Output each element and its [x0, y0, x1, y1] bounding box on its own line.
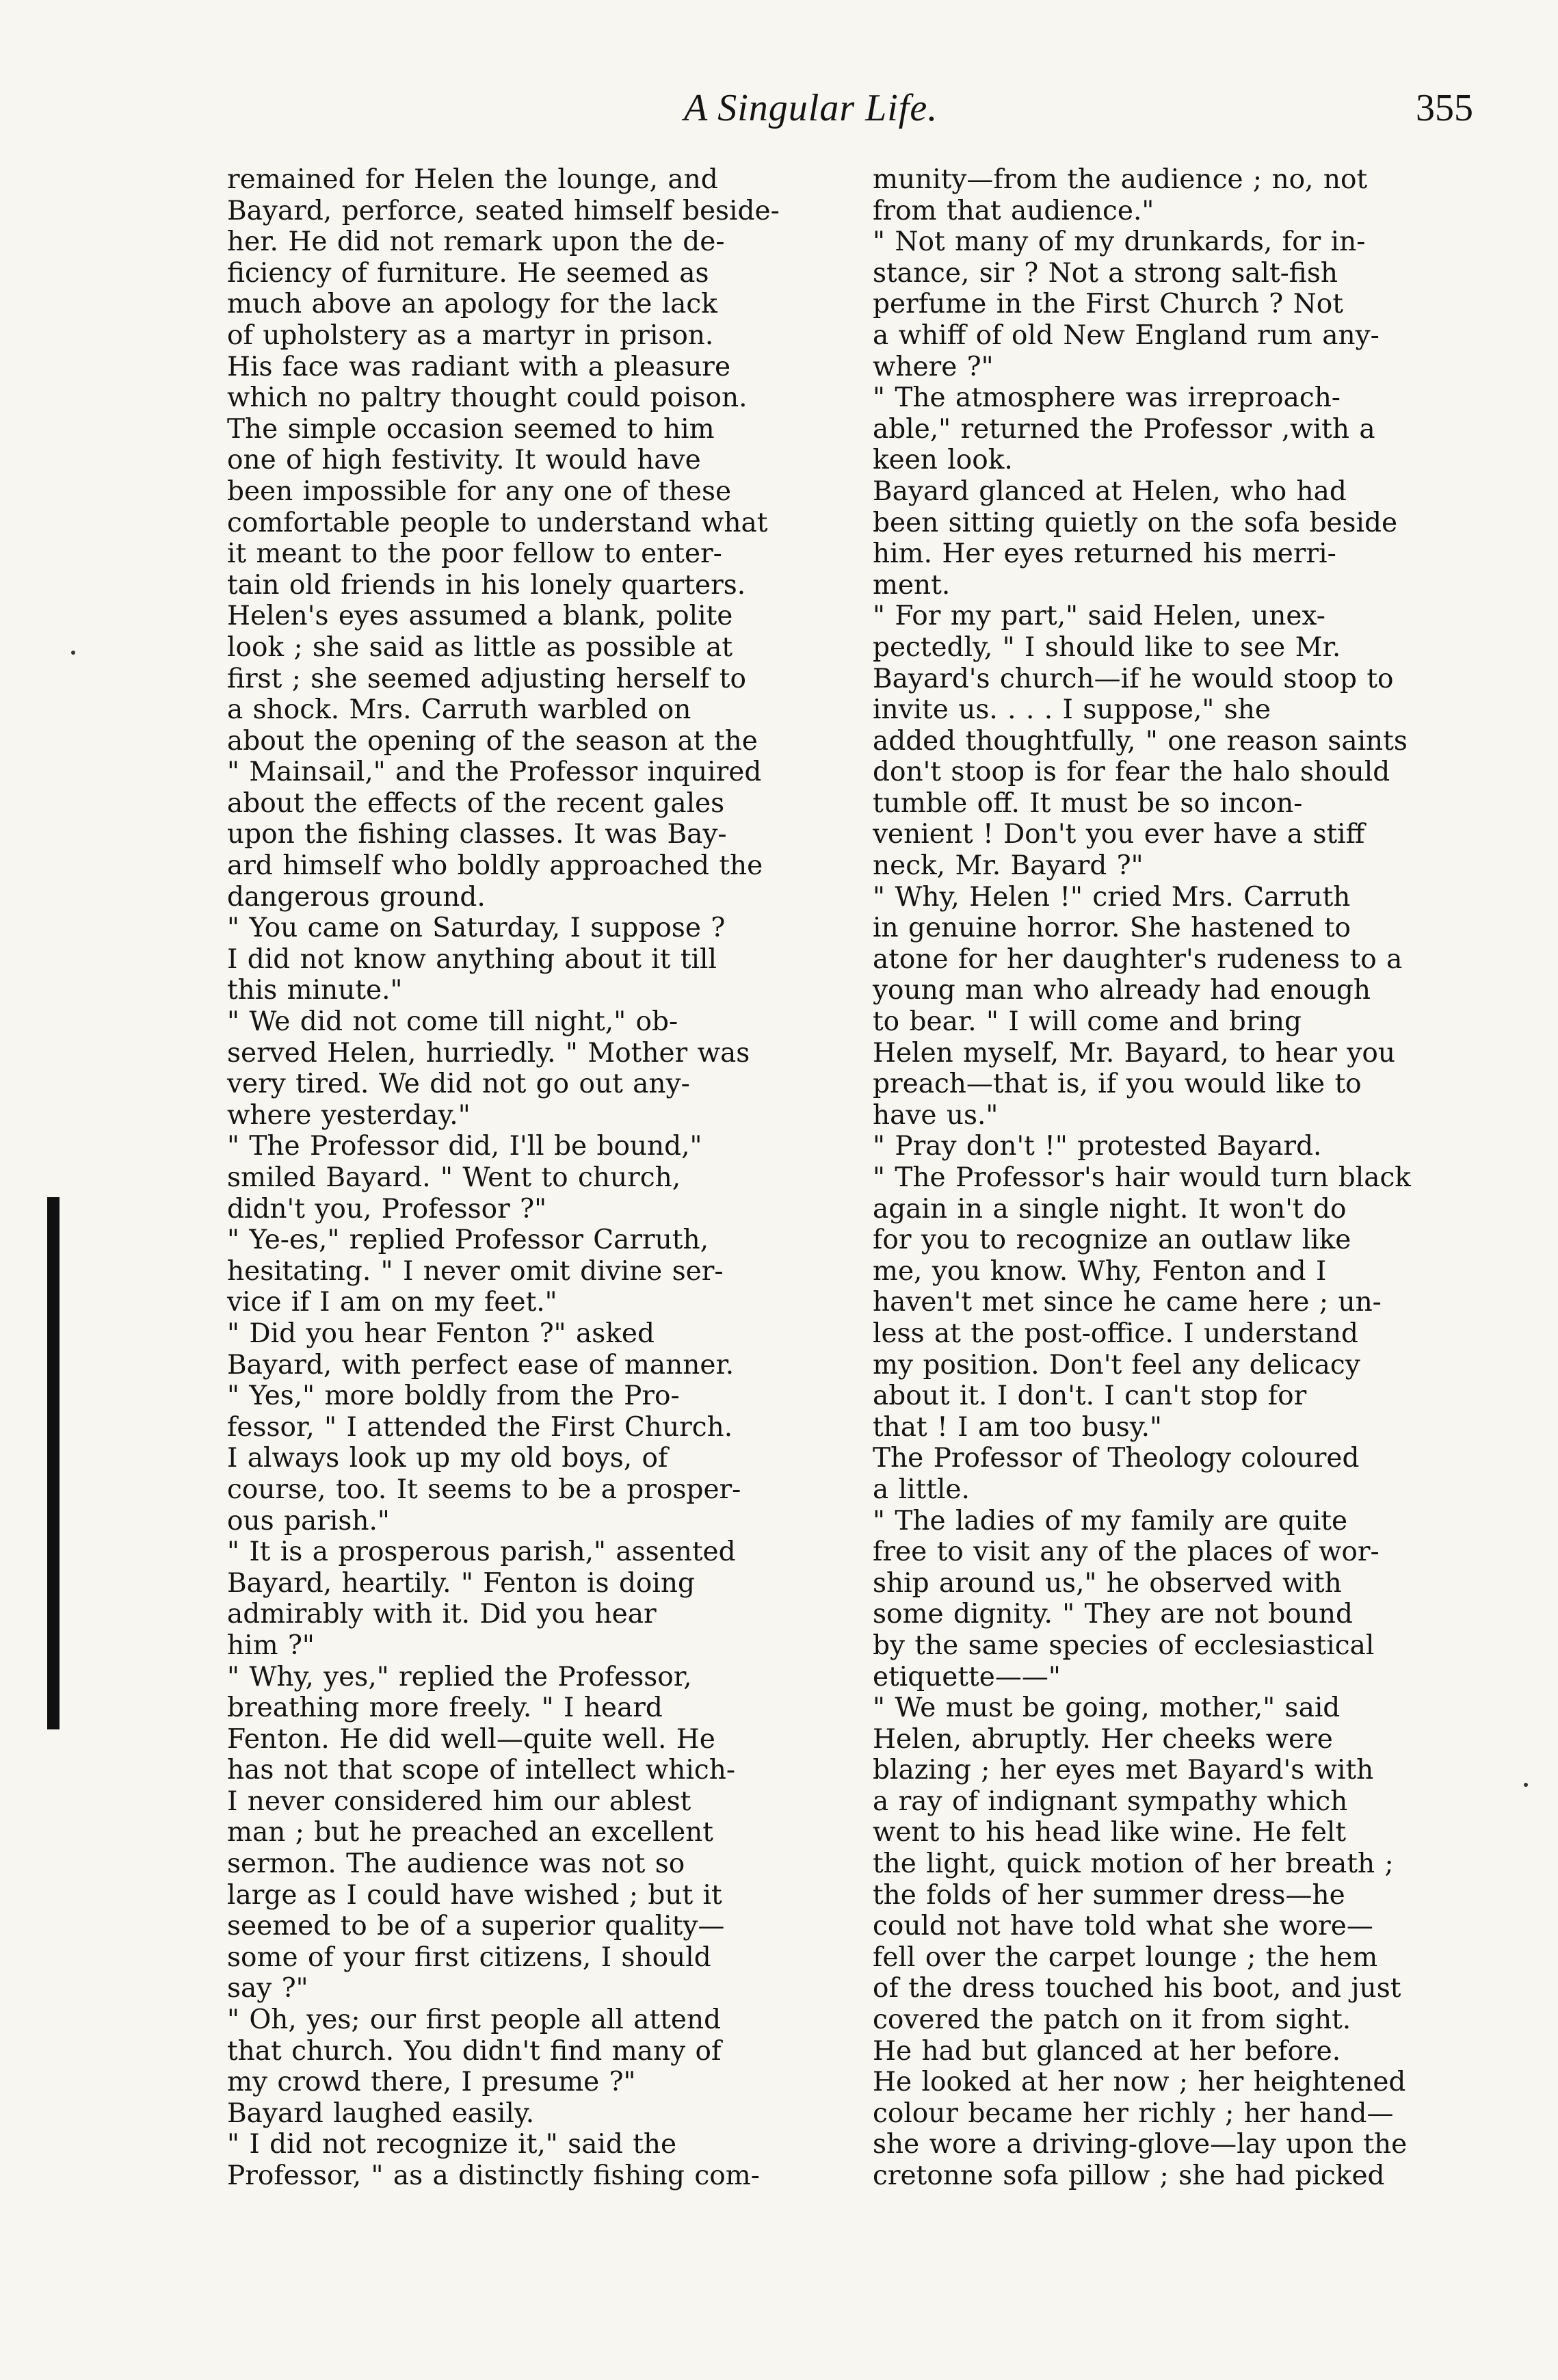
paragraph: " You came on Saturday, I suppose ? I did not know anything about it till this minute."	[227, 913, 726, 1006]
running-title: A Singular Life.	[684, 87, 938, 129]
paragraph: " Pray don't !" protested Bayard. " The Professor's hair would turn black again in a single night. It won't do for you to recognize an outlaw like me, you know. Why, Fenton and I haven't met since he came here ; un- less at the post-office. I understand my position. Don't feel any delicacy about it. I don't. I can't stop for that ! I am too busy."	[873, 1131, 1411, 1443]
paragraph: " Oh, yes; our first people all attend that church. You didn't find many of my crowd there, I presume ?"	[227, 2004, 722, 2098]
paragraph: The Professor of Theology coloured a little.	[873, 1443, 1360, 1505]
ink-speck	[1524, 1783, 1528, 1787]
paragraph: " Ye-es," replied Professor Carruth, hesitating. " I never omit divine ser- vice if I am on my feet."	[227, 1225, 724, 1318]
paragraph: munity—from the audience ; no, not from that audience."	[873, 164, 1368, 226]
left-column	[227, 164, 826, 2192]
paragraph: " The ladies of my family are quite free to visit any of the places of wor- ship around us," he observed with some dignity. " They are not bound by the same species of ecclesiastical etiquette——"	[873, 1505, 1379, 1692]
paragraph: " I did not recognize it," said the Professor, " as a distinctly fishing com-	[227, 2129, 760, 2191]
paragraph: " The atmosphere was irreproach- able," returned the Professor ,with a keen look.	[873, 382, 1375, 476]
paragraph: " We did not come till night," ob- served Helen, hurriedly. " Mother was very tired. We did not go out any- where yesterday."	[227, 1006, 750, 1131]
paragraph: " It is a prosperous parish," assented Bayard, heartily. " Fenton is doing admirably with it. Did you hear him ?"	[227, 1536, 736, 1661]
paragraph: " For my part," said Helen, unex- pectedly, " I should like to see Mr. Bayard's church—if he would stoop to invite us. . . . I suppose," she added thoughtfully, " one reason saints don't stoop is for fear the halo should tumble off. It must be so incon- venient ! Don't you ever have a stiff neck, Mr. Bayard ?"	[873, 601, 1408, 882]
margin-bar	[47, 1197, 60, 1729]
ink-speck	[71, 651, 75, 655]
paragraph: Bayard laughed easily.	[227, 2097, 535, 2129]
paragraph: remained for Helen the lounge, and Bayard, perforce, seated himself beside- her. He did not remark upon the de- ficiency of furniture. He seemed as much above an apology for the lack of upholstery as a martyr in prison. His face was radiant with a pleasure which no paltry thought could poison. The simple occasion seemed to him one of high festivity. It would have been impossible for any one of these comfortable people to understand what it meant to the poor fellow to enter- tain old friends in his lonely quarters.	[227, 164, 780, 601]
paragraph: Helen's eyes assumed a blank, polite look ; she said as little as possible at first ; she seemed adjusting herself to a shock. Mrs. Carruth warbled on about the opening of the season at the " Mainsail," and the Professor inquired about the effects of the recent gales upon the fishing classes. It was Bay- ard himself who boldly approached the dangerous ground.	[227, 601, 763, 913]
paragraph: " The Professor did, I'll be bound," smiled Bayard. " Went to church, didn't you, Professor ?"	[227, 1131, 702, 1225]
paragraph: " Did you hear Fenton ?" asked Bayard, with perfect ease of manner.	[227, 1318, 735, 1381]
paragraph: " Not many of my drunkards, for in- stance, sir ? Not a strong salt-fish perfume in the First Church ? Not a whiff of old New England rum any- where ?"	[873, 226, 1379, 382]
paragraph: " We must be going, mother," said Helen, abruptly. Her cheeks were blazing ; her eyes met Bayard's with a ray of indignant sympathy which went to his head like wine. He felt the light, quick motion of her breath ; the folds of her summer dress—he could not have told what she wore— fell over the carpet lounge ; the hem of the dress touched his boot, and just covered the patch on it from sight. He had but glanced at her before. He looked at her now ; her heightened colour became her richly ; her hand— she wore a driving-glove—lay upon the cretonne sofa pillow ; she had picked	[873, 1692, 1408, 2191]
paragraph: " Why, yes," replied the Professor, breathing more freely. " I heard Fenton. He did well—quite well. He has not that scope of intellect which- I never considered him our ablest man ; but he preached an excellent sermon. The audience was not so large as I could have wished ; but it seemed to be of a superior quality— some of your first citizens, I should say ?"	[227, 1661, 736, 2004]
paragraph: " Yes," more boldly from the Pro- fessor, " I attended the First Church. I always look up my old boys, of course, too. It seems to be a prosper- ous parish."	[227, 1381, 741, 1536]
page-number: 355	[1416, 87, 1473, 129]
paragraph: " Why, Helen !" cried Mrs. Carruth in genuine horror. She hastened to atone for her daughter's rudeness to a young man who already had enough to bear. " I will come and bring Helen myself, Mr. Bayard, to hear you preach—that is, if you would like to have us."	[873, 881, 1403, 1131]
paragraph: Bayard glanced at Helen, who had been sitting quietly on the sofa beside him. Her eyes returned his merri- ment.	[873, 475, 1398, 601]
right-column	[873, 164, 1473, 2192]
